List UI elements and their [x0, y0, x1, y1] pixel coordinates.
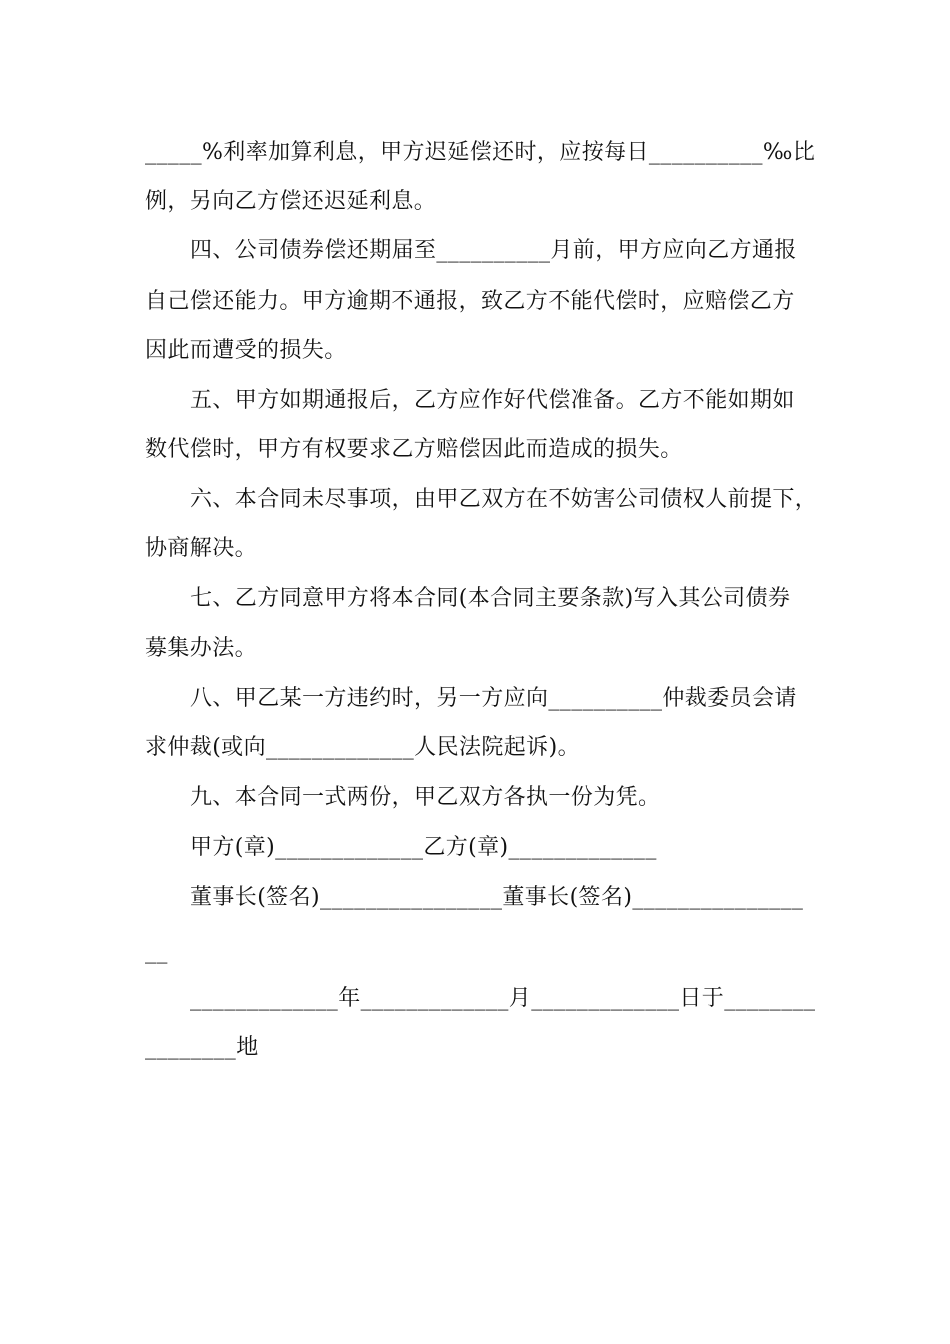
clause-seven-line: 七、乙方同意甲方将本合同(本合同主要条款)写入其公司债券 [190, 586, 791, 611]
text-line: 自己偿还能力。甲方逾期不通报，致乙方不能代偿时，应赔偿乙方 [145, 289, 795, 314]
text-line: 因此而遭受的损失。 [145, 338, 347, 363]
clause-five-line: 五、甲方如期通报后，乙方应作好代偿准备。乙方不能如期如 [190, 388, 795, 413]
text-line: 例，另向乙方偿还迟延利息。 [145, 189, 437, 214]
text-line: 募集办法。 [145, 636, 258, 661]
clause-eight-line: 八、甲乙某一方违约时，另一方应向__________仲裁委员会请 [190, 686, 797, 711]
chairman-signature-line: 董事长(签名)________________董事长(签名)_______________ [190, 885, 804, 910]
text-line: 求仲裁(或向_____________人民法院起诉)。 [145, 735, 580, 760]
text-line: ________地 [145, 1035, 259, 1060]
text-line: 协商解决。 [145, 536, 258, 561]
text-line: __ [145, 939, 168, 964]
text-line: 数代偿时，甲方有权要求乙方赔偿因此而造成的损失。 [145, 437, 683, 462]
clause-nine-line: 九、本合同一式两份，甲乙双方各执一份为凭。 [190, 785, 661, 810]
date-place-line: _____________年_____________月_____________日于________ [190, 986, 816, 1011]
clause-four-line: 四、公司债券偿还期届至__________月前，甲方应向乙方通报 [190, 238, 797, 263]
party-seal-line: 甲方(章)_____________乙方(章)_____________ [190, 835, 657, 860]
clause-six-line: 六、本合同未尽事项，由甲乙双方在不妨害公司债权人前提下， [190, 487, 818, 512]
text-line: _____%利率加算利息，甲方迟延偿还时，应按每日__________‰比 [145, 140, 816, 165]
